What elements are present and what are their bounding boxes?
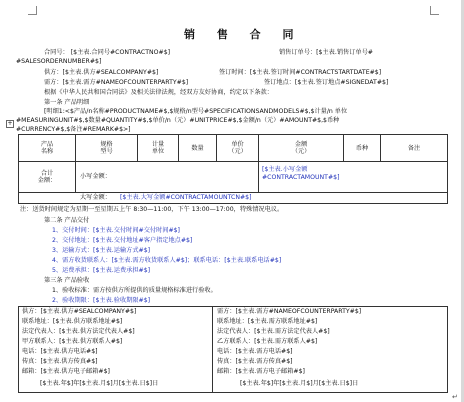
delivery-place[interactable]: 2、交付地址：[$主表.交付地址#客户指定地点#$]	[52, 237, 193, 244]
receiver-contact[interactable]: 4、需方收货联系人：[$主表.需方收货联系人#$]；联系电话：[$主表.联系电话#$]	[52, 257, 282, 264]
article1-heading: 第一条 产品明细	[44, 99, 90, 106]
inspection-period[interactable]: 2、验收期限：[$主表.验收期限#$]	[52, 297, 151, 304]
buyer-phone: 电话：[$主表.需方电话#$]	[217, 348, 293, 355]
buyer-legal-rep: 法定代表人：[$主表.需方法定代表人#$]	[217, 328, 330, 335]
detail-line-c: #CURRENCY#$,$备注#REMARK#$>]	[16, 126, 131, 133]
seller-line: 供方：[$主表.供方#SEALCOMPANY#$]	[44, 69, 159, 76]
contract-number: 合同号： [$主表.合同号#CONTRACTNO#$]	[44, 49, 171, 56]
buyer-contact: 乙方联系人：[$主表.需方联系人#$]	[217, 338, 318, 345]
detail-line-b: #MEASURINGUNIT#$,$数量#QUANTITY#$,$单价/n（元）#UNITPRICE#$,$金额/n（元）#AMOUNT#$,$币种	[16, 117, 340, 124]
col-header-price: 单价 （元）	[228, 141, 247, 155]
end-of-page-mark: ↵	[452, 393, 458, 401]
total-amount-label: 合计 金额：	[37, 170, 57, 184]
small-amount-value[interactable]: [$主表.小写金额 #CONTRACTAMOUNT#$]	[262, 166, 340, 181]
seller-contact: 甲方联系人：[$主表.供方联系人#$]	[22, 338, 123, 345]
seller-email: 邮箱：[$主表.供方电子邮箱#$]	[22, 368, 110, 375]
buyer-line: 需方：[$主表.需方#NAMEOFCOUNTERPARTY#$]	[44, 79, 189, 86]
seller-phone: 电话：[$主表.供方电话#$]	[22, 348, 98, 355]
sales-order-number-cont: #SALESORDERNUMBER#$]	[16, 58, 102, 65]
detail-line-a: [明细1:<$产品/n名称#PRODUCTNAME#$,$规格/n型号#SPECIFICATIONSANDMODELS#$,$计量/n 单位	[44, 108, 348, 115]
buyer-name: 需方：[$主表.需方#NAMEOFCOUNTERPARTY#$]	[217, 308, 362, 315]
delivery-note: 注：送货时间规定为星期一至星期五上午 8:30—11:00，下午 13:00—17:00，特殊情况电议。	[20, 206, 284, 213]
col-header-currency: 币种	[355, 144, 369, 152]
basis-text: 根据《中华人民共和国合同法》及相关法律法规，经双方友好协商，约定以下条款：	[44, 89, 273, 96]
buyer-fax: 传真：[$主表.需方传真#$]	[217, 358, 293, 365]
seller-legal-rep: 法定代表人：[$主表.供方法定代表人#$]	[22, 328, 135, 335]
document-title: 销 售 合 同	[184, 28, 303, 41]
sign-time: 签订时间：[$主表.签订时间#CONTRACTSTARTDATE#$]	[219, 69, 382, 76]
big-amount-value[interactable]: [$主表.大写金额#CONTRACTAMOUNTCN#$]	[120, 194, 252, 201]
table-move-handle[interactable]: +	[7, 120, 13, 127]
col-header-spec: 规格 型号	[100, 141, 113, 155]
buyer-email: 邮箱：[$主表.需方电子邮箱#$]	[217, 368, 305, 375]
small-amount-label: 小写金额：	[80, 173, 111, 180]
sign-place: 签订地点：[$主表.签订地点#SIGNEDAT#$]	[264, 79, 389, 86]
col-header-remark: 备注	[407, 144, 421, 152]
article3-heading: 第三条 产品验收	[44, 277, 90, 284]
seller-name: 供方：[$主表.供方#SEALCOMPANY#$]	[22, 308, 137, 315]
col-header-name: 产品 名称	[40, 141, 54, 155]
seller-address: 联系地址：[$主表.供方联系地址#$]	[22, 318, 123, 325]
buyer-address: 联系地址：[$主表.需方联系地址#$]	[217, 318, 318, 325]
page-corner-mark	[28, 6, 37, 15]
col-header-qty: 数量	[191, 144, 204, 152]
page-corner-mark	[430, 6, 439, 15]
freight-bearer[interactable]: 5、运费承担：[$主表.运费承担#$]	[52, 267, 151, 274]
delivery-time[interactable]: 1、交付时间：[$主表.交付时间#交付时间#$]	[52, 227, 180, 234]
seller-date: [$主表.年$]年[$主表.月$]月[$主表.日$]日	[40, 380, 159, 387]
buyer-date: [$主表.年$]年[$主表.月$]月[$主表.日$]日	[240, 380, 359, 387]
col-header-amount: 金额 （元）	[291, 141, 311, 155]
sales-order-number: 销售订单号：[$主表.销售订单号#	[279, 49, 373, 56]
col-header-unit: 计量 单位	[151, 141, 165, 155]
article2-heading: 第二条 产品交付	[44, 217, 90, 224]
transport-method[interactable]: 3、运输方式：[$主表.运输方式#$]	[52, 247, 151, 254]
inspection-standard: 1、验收标准：需方按供方所提供的质量规格标准进行验收。	[52, 287, 217, 294]
big-amount-label: 大写金额：	[80, 194, 111, 201]
seller-fax: 传真：[$主表.供方传真#$]	[22, 358, 98, 365]
